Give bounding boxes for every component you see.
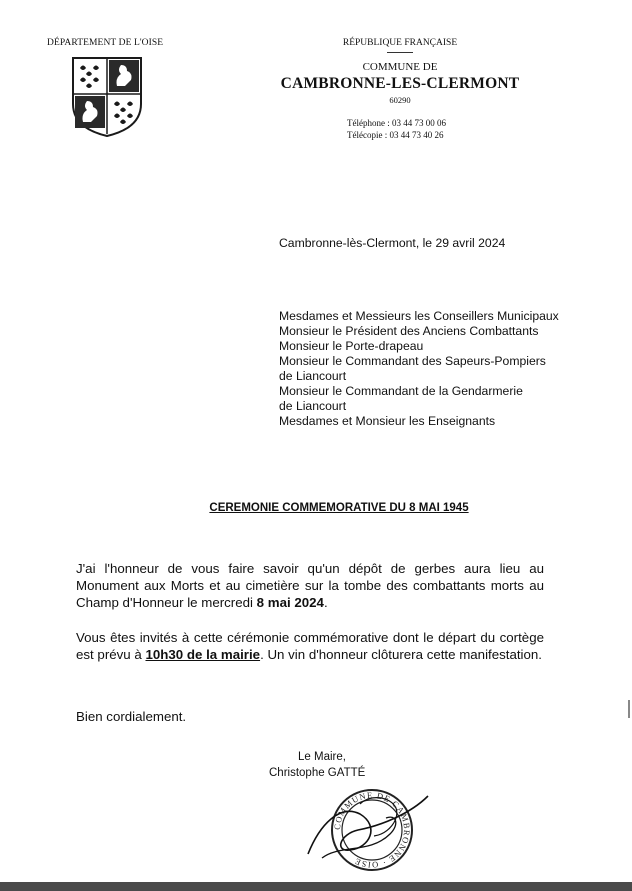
recipient-line: de Liancourt bbox=[279, 399, 347, 413]
recipient-line: Mesdames et Messieurs les Conseillers Municipaux bbox=[279, 309, 559, 323]
paragraph-1-date: 8 mai 2024 bbox=[256, 595, 324, 610]
paragraph-2 bbox=[76, 629, 544, 663]
paragraph-2-start: Vous êtes invités à cette cérémonie commémorative dont le départ du cortège est prévu à bbox=[76, 630, 544, 662]
recipient-line: Monsieur le Commandant des Sapeurs-Pompiers bbox=[279, 354, 546, 368]
subject-heading: CEREMONIE COMMEMORATIVE DU 8 MAI 1945 bbox=[209, 502, 469, 514]
postal-code: 60290 bbox=[389, 95, 411, 105]
signature-name: Christophe GATTÉ bbox=[269, 767, 366, 779]
stamp-text: COMMUNE DE CAMBRONNE · OISE bbox=[331, 789, 413, 871]
department-label: DÉPARTEMENT DE L'OISE bbox=[47, 38, 164, 48]
coat-of-arms-icon bbox=[71, 56, 143, 138]
place-date: Cambronne-lès-Clermont, le 29 avril 2024 bbox=[279, 236, 506, 250]
paragraph-1-end: . bbox=[323, 595, 328, 610]
paragraph-1 bbox=[76, 560, 544, 611]
republic-label: RÉPUBLIQUE FRANÇAISE bbox=[342, 38, 458, 48]
recipient-line: Monsieur le Porte-drapeau bbox=[279, 339, 424, 353]
signature-title: Le Maire, bbox=[298, 751, 346, 763]
recipients-block bbox=[279, 309, 559, 429]
header-divider bbox=[387, 52, 413, 53]
paragraph-2-end: . Un vin d'honneur clôturera cette manifestation. bbox=[260, 647, 542, 662]
recipient-line: Monsieur le Président des Anciens Combattants bbox=[279, 324, 539, 338]
recipient-line: Monsieur le Commandant de la Gendarmerie bbox=[279, 384, 523, 398]
official-stamp-icon bbox=[300, 784, 435, 876]
scan-bottom-edge bbox=[0, 882, 632, 891]
commune-label: COMMUNE DE bbox=[362, 61, 438, 73]
commune-name: CAMBRONNE-LES-CLERMONT bbox=[280, 75, 520, 92]
paragraph-2-time: 10h30 de la mairie bbox=[145, 647, 261, 662]
recipient-line: Mesdames et Monsieur les Enseignants bbox=[279, 414, 496, 428]
recipient-line: de Liancourt bbox=[279, 369, 347, 383]
subject-heading-row bbox=[0, 502, 632, 514]
telephone-line: Téléphone : 03 44 73 00 06 bbox=[347, 118, 446, 128]
closing-line: Bien cordialement. bbox=[76, 709, 187, 724]
paragraph-1-text: J'ai l'honneur de vous faire savoir qu'un dépôt de gerbes aura lieu au Monument aux Morts et au cimetière sur la tombe des combattants morts au Champ d'Honneur le mercredi bbox=[76, 561, 544, 610]
scan-edge-mark bbox=[628, 700, 630, 718]
telecopie-line: Télécopie : 03 44 73 40 26 bbox=[347, 130, 444, 140]
